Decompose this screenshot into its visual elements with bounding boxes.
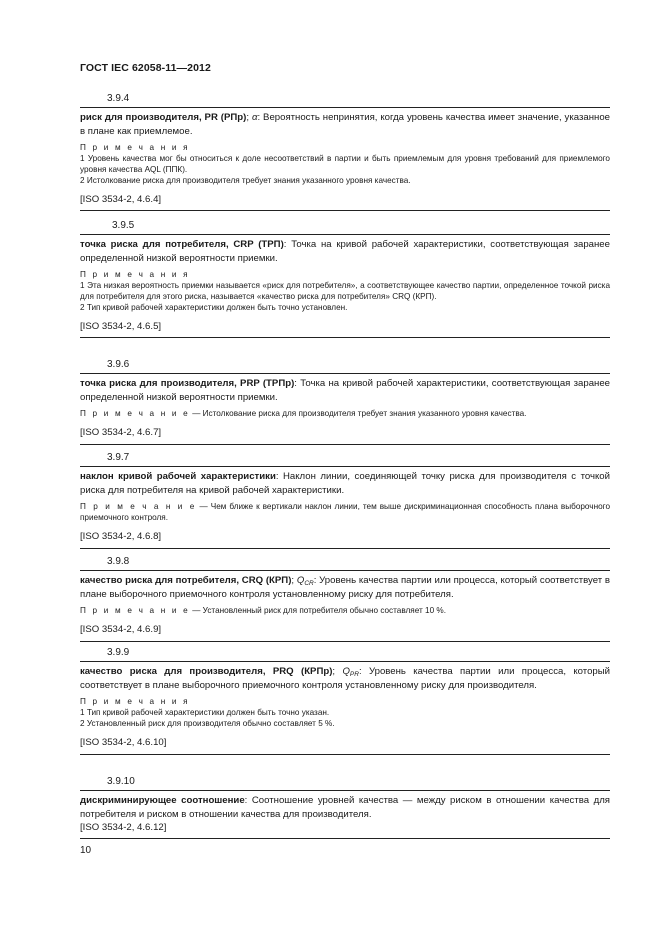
note-label: П р и м е ч а н и е — [80, 409, 190, 419]
note-item: 1 Уровень качества мог бы относиться к доле несоответствий в партии и быть приемлемым для уровня требований для приемлемого уровня качества AQL (ППК). — [80, 154, 610, 174]
reference: [ISO 3534-2, 4.6.8] — [80, 531, 162, 542]
symbol: $Q_{CR}$ — [296, 575, 314, 587]
definition-text: : Точка на кривой рабочей характеристики, соответствующая заранее определенной низкой вероятности приемки. — [80, 239, 610, 264]
definition-text: : Точка на кривой рабочей характеристики, соответствующая заранее определенной низкой вероятности приемки. — [80, 378, 610, 403]
notes — [80, 409, 610, 420]
notes — [80, 606, 610, 617]
definition-text: : Соотношение уровней качества — между риском в отношении качества для потребителя и риском в отношении качества для производителя. — [80, 795, 610, 820]
term-entry-3-9-9 — [80, 661, 610, 755]
term-entry-3-9-5 — [80, 234, 610, 338]
entry-number: 3.9.4 — [107, 93, 130, 104]
notes — [80, 270, 610, 314]
symbol: $Q_{PR}$ — [342, 666, 359, 678]
note-text: — Чем ближе к вертикали наклон линии, тем выше дискриминационная способность плана выборочного приемочного контроля. — [80, 502, 610, 523]
note-label: П р и м е ч а н и е — [80, 606, 190, 616]
notes-heading: П р и м е ч а н и я — [80, 143, 190, 153]
term-entry-3-9-8 — [80, 570, 610, 642]
notes-heading: П р и м е ч а н и я — [80, 270, 190, 280]
reference: [ISO 3534-2, 4.6.7] — [80, 427, 162, 439]
note-text: — Установленный риск для потребителя обычно составляет 10 %. — [189, 606, 446, 616]
reference: [ISO 3534-2, 4.6.4] — [80, 193, 162, 205]
definition-text: : Наклон линии, соединяющей точку риска для производителя с точкой риска для потребителя на кривой рабочей характеристики. — [80, 471, 610, 496]
definition: риск для производителя, PR (РПр); α: Вероятность непринятия, когда уровень качества имеет значение, указанное в плане как приемлемое. — [80, 112, 610, 137]
definition-text: : Вероятность непринятия, когда уровень качества имеет значение, указанное в плане как приемлемое. — [80, 112, 610, 137]
term: точка риска для производителя, PRP (ТРПр) — [80, 378, 295, 389]
note-item: 2 Тип кривой рабочей характеристики должен быть точно установлен. — [80, 302, 348, 312]
term: качество риска для потребителя, CRQ (КРП) — [80, 575, 292, 586]
term-entry-3-9-10 — [80, 790, 610, 839]
note-item: 1 Тип кривой рабочей характеристики должен быть точно указан. — [80, 708, 330, 718]
reference: [ISO 3534-2, 4.6.9] — [80, 624, 162, 636]
reference: [ISO 3534-2, 4.6.10] — [80, 736, 167, 748]
notes — [80, 143, 610, 187]
term-entry-3-9-6 — [80, 373, 610, 445]
note-label: П р и м е ч а н и е — [80, 502, 197, 512]
definition — [80, 377, 610, 404]
definition — [80, 794, 610, 821]
entry-number: 3.9.7 — [107, 452, 130, 463]
symbol: α — [251, 112, 258, 123]
term: риск для производителя, PR (РПр) — [80, 112, 247, 123]
reference: [ISO 3534-2, 4.6.12] — [80, 822, 167, 834]
page-number: 10 — [80, 845, 92, 856]
definition-text: : Уровень качества партии или процесса, который соответствует в плане выборочного приемочного контроля установленному риску для потребителя. — [80, 575, 610, 600]
definition: качество риска для производителя, PRQ (КРПр); $Q_{PR}$: Уровень качества партии или процесса, который соответствует в плане выборочного приемочного контроля установленному риску для производителя. — [80, 666, 610, 691]
note-item: 2 Истолкование риска для производителя требует знания указанного уровня качества. — [80, 175, 411, 185]
term: дискриминирующее соотношение — [80, 795, 245, 806]
definition — [80, 470, 610, 497]
entry-number: 3.9.8 — [107, 556, 130, 567]
reference: [ISO 3534-2, 4.6.5] — [80, 320, 162, 332]
note-item: 2 Установленный риск для производителя обычно составляет 5 %. — [80, 719, 335, 728]
notes — [80, 697, 610, 730]
document-header: ГОСТ IEC 62058-11—2012 — [80, 62, 211, 74]
definition-text: : Уровень качества партии или процесса, который соответствует в плане выборочного приемочного контроля установленному риску для производителя. — [80, 666, 610, 691]
entry-number: 3.9.10 — [107, 776, 135, 787]
term-entry-3-9-7 — [80, 466, 610, 549]
notes-heading: П р и м е ч а н и я — [80, 697, 190, 707]
entry-number: 3.9.5 — [112, 220, 135, 231]
notes — [80, 502, 610, 524]
term: точка риска для потребителя, CRP (ТРП) — [80, 239, 284, 250]
note-item: 1 Эта низкая вероятность приемки называется «риск для потребителя», а соответствующее качество партии, определенное точкой риска для потребителя для этого риска, называется «качество риска для потребителя» CRQ (КРП). — [80, 281, 610, 301]
definition: качество риска для потребителя, CRQ (КРП); $Q_{CR}$: Уровень качества партии или процесса, который соответствует в плане выборочного приемочного контроля установленному риску для потребителя. — [80, 575, 610, 600]
entry-number: 3.9.6 — [107, 359, 130, 370]
note-text: — Истолкование риска для производителя требует знания указанного уровня качества. — [189, 409, 527, 419]
term: наклон кривой рабочей характеристики — [80, 471, 276, 482]
definition — [80, 238, 610, 265]
term: качество риска для производителя, PRQ (КРПр) — [80, 666, 333, 677]
term-entry-3-9-4 — [80, 107, 610, 211]
entry-number: 3.9.9 — [107, 647, 130, 658]
